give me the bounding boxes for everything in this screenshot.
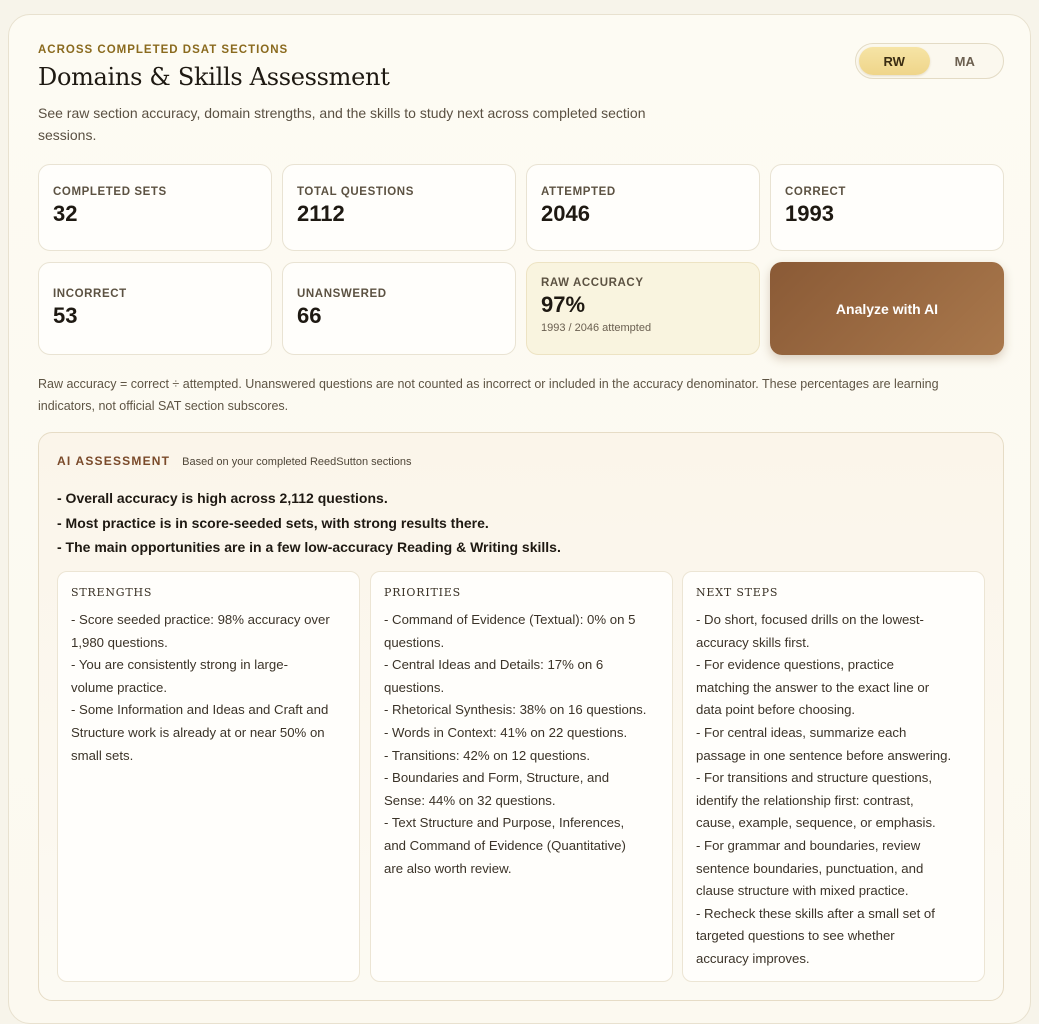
stat-value: 97% [541, 292, 586, 317]
text-line: targeted questions to see whether [696, 928, 895, 944]
accuracy-note: Raw accuracy = correct ÷ attempted. Unanswered questions are not counted as incorrect or included in the accuracy denominator. These percentages are learning indicators, not official SAT section subscores. [38, 377, 939, 413]
text-line: 1,980 questions. [71, 634, 168, 650]
text-line: cause, example, sequence, or emphasis. [696, 815, 936, 831]
text-line: passage in one sentence before answering. [696, 747, 952, 763]
stat-value: 2112 [297, 201, 345, 226]
stat-completed-sets [38, 164, 272, 251]
ai-assessment-header [57, 454, 411, 468]
text-line: - Do short, focused drills on the lowest- [696, 612, 924, 627]
priorities-body [384, 609, 659, 880]
text-line: identify the relationship first: contrast, [696, 792, 914, 808]
text-line: - Rhetorical Synthesis: 38% on 16 questions. [384, 702, 647, 718]
stat-value: 2046 [541, 201, 590, 226]
text-line: - Words in Context: 41% on 22 questions. [384, 724, 628, 740]
text-line: data point before choosing. [696, 702, 856, 718]
stat-label: COMPLETED SETS [53, 186, 167, 198]
text-line: questions. [384, 634, 445, 650]
strengths-card [57, 571, 360, 982]
stat-attempted [526, 164, 760, 251]
text-line: - Transitions: 42% on 12 questions. [384, 747, 590, 763]
stat-label: UNANSWERED [297, 288, 387, 300]
priorities-title: PRIORITIES [384, 586, 461, 599]
stat-value: 53 [53, 303, 78, 328]
eyebrow-label: ACROSS COMPLETED DSAT SECTIONS [38, 44, 289, 56]
strengths-body [71, 609, 346, 767]
priorities-card [370, 571, 673, 982]
text-line: - Command of Evidence (Textual): 0% on 5 [384, 612, 636, 627]
summary-bullet: - The main opportunities are in a few low-accuracy Reading & Writing skills. [57, 539, 561, 555]
summary-bullets [57, 486, 561, 560]
summary-bullet: - Overall accuracy is high across 2,112 questions. [57, 490, 388, 506]
stat-total-questions [282, 164, 516, 251]
text-line: questions. [384, 679, 445, 695]
text-line: are also worth review. [384, 860, 512, 876]
stat-label: TOTAL QUESTIONS [297, 186, 414, 198]
stat-incorrect [38, 262, 272, 355]
stat-value: 66 [297, 303, 322, 328]
summary-bullet: - Most practice is in score-seeded sets, with strong results there. [57, 514, 489, 531]
next-steps-title: NEXT STEPS [696, 586, 779, 599]
stat-label: RAW ACCURACY [541, 277, 644, 289]
text-line: - For central ideas, summarize each [696, 724, 907, 740]
text-line: - For evidence questions, practice [696, 657, 894, 673]
text-line: clause structure with mixed practice. [696, 883, 909, 899]
stat-value: 32 [53, 201, 78, 226]
text-line: small sets. [71, 747, 134, 763]
section-toggle [855, 43, 1004, 79]
strengths-title: STRENGTHS [71, 586, 153, 599]
text-line: Sense: 44% on 32 questions. [384, 792, 556, 808]
text-line: and Command of Evidence (Quantitative) [384, 837, 626, 853]
toggle-rw-button[interactable]: RW [859, 47, 930, 75]
text-line: - Recheck these skills after a small set of [696, 905, 935, 921]
text-line: - Central Ideas and Details: 17% on 6 [384, 657, 604, 673]
analyze-with-ai-button[interactable]: Analyze with AI [770, 262, 1004, 355]
ai-assessment-card [38, 432, 1004, 1001]
page-subtitle: See raw section accuracy, domain strengths, and the skills to study next across completed section sessions. [38, 105, 646, 143]
stat-label: ATTEMPTED [541, 186, 616, 198]
ai-assessment-meta: Based on your completed ReedSutton sections [182, 456, 412, 468]
next-steps-body [696, 609, 971, 971]
page-title: Domains & Skills Assessment [38, 63, 390, 91]
stat-subtext: 1993 / 2046 attempted [541, 322, 652, 334]
ai-assessment-label: AI ASSESSMENT [57, 454, 171, 468]
text-line: volume practice. [71, 679, 168, 695]
stat-value: 1993 [785, 201, 834, 226]
assessment-panel [8, 14, 1031, 1024]
text-line: accuracy improves. [696, 950, 810, 966]
text-line: - For grammar and boundaries, review [696, 837, 921, 853]
stat-raw-accuracy [526, 262, 760, 355]
text-line: - You are consistently strong in large- [71, 657, 288, 673]
text-line: matching the answer to the exact line or [696, 679, 930, 695]
text-line: - Score seeded practice: 98% accuracy over [71, 612, 330, 627]
stat-correct [770, 164, 1004, 251]
text-line: - Text Structure and Purpose, Inferences, [384, 815, 625, 831]
text-line: accuracy skills first. [696, 634, 810, 650]
stat-unanswered [282, 262, 516, 355]
text-line: sentence boundaries, punctuation, and [696, 860, 924, 876]
stat-label: INCORRECT [53, 288, 127, 300]
text-line: - For transitions and structure questions, [696, 770, 933, 786]
next-steps-card [682, 571, 985, 982]
text-line: Structure work is already at or near 50% on [71, 724, 325, 740]
text-line: - Some Information and Ideas and Craft and [71, 702, 329, 718]
toggle-ma-button[interactable]: MA [954, 53, 975, 69]
text-line: - Boundaries and Form, Structure, and [384, 770, 610, 786]
stat-label: CORRECT [785, 186, 847, 198]
